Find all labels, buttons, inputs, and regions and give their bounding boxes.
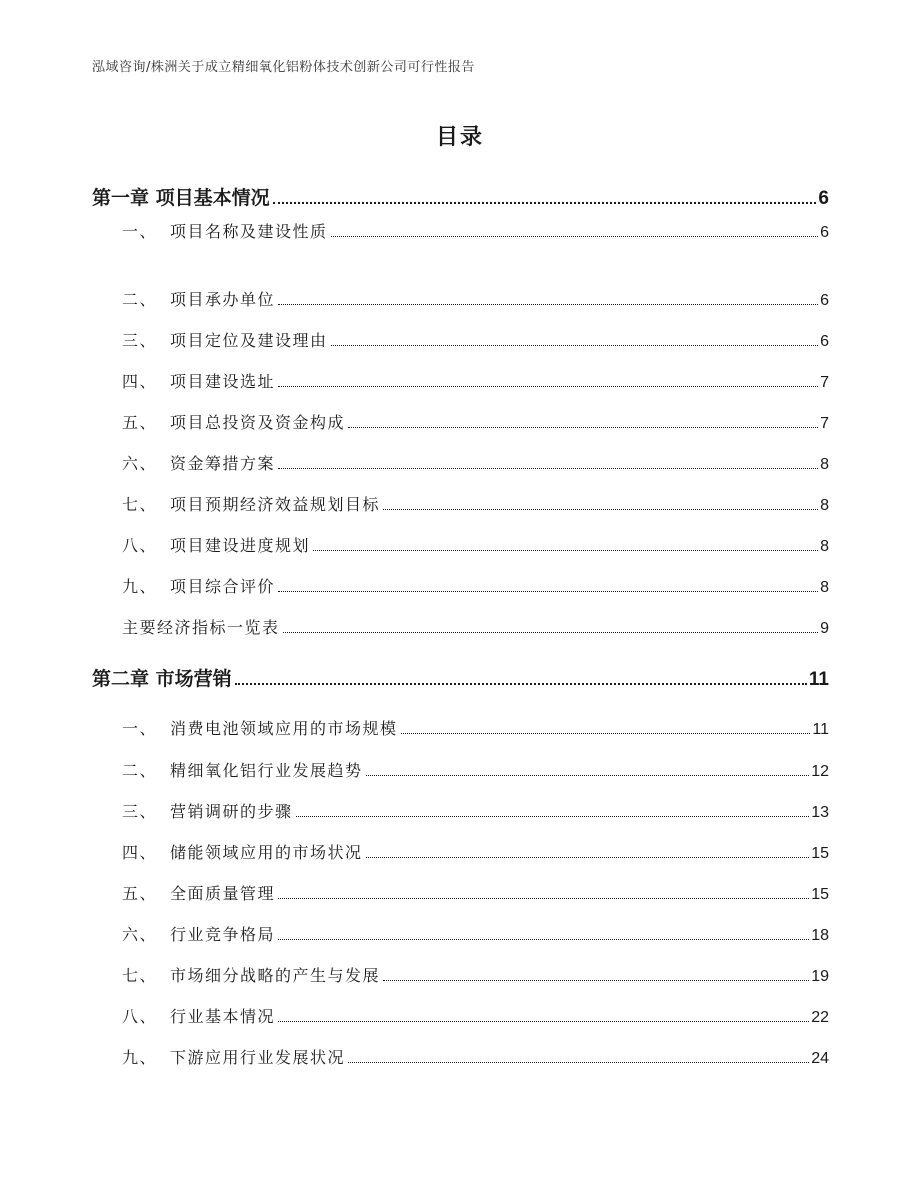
toc-entry-title: 项目总投资及资金构成: [170, 413, 346, 432]
toc-leader: [366, 857, 810, 858]
toc-page-number: 8: [820, 456, 829, 473]
toc-entry-title: 市场细分战略的产生与发展: [170, 966, 381, 985]
toc-entry[interactable]: [92, 881, 829, 904]
toc-entry-number: 八、: [122, 1007, 158, 1026]
toc-leader: [273, 202, 817, 204]
toc-entry-number: 九、: [122, 577, 158, 596]
toc-entry-number: 八、: [122, 536, 158, 555]
toc-entry[interactable]: [92, 799, 829, 822]
toc-entry-number: 六、: [122, 925, 158, 944]
toc-entry-title: 项目建设进度规划: [170, 536, 311, 555]
toc-entry-title: 储能领域应用的市场状况: [170, 843, 363, 862]
toc-leader: [278, 304, 818, 305]
toc-entry-title: 下游应用行业发展状况: [170, 1048, 346, 1067]
toc-entry-number: 九、: [122, 1048, 158, 1067]
toc-page-number: 6: [818, 188, 829, 209]
toc-entry-number: 七、: [122, 966, 158, 985]
toc-leader: [313, 550, 818, 551]
toc-entry[interactable]: [92, 615, 829, 638]
page-header: 泓域咨询/株洲关于成立精细氧化铝粉体技术创新公司可行性报告: [92, 60, 475, 75]
toc-leader: [296, 816, 810, 817]
toc-leader: [235, 683, 807, 685]
toc-entry-title: 项目定位及建设理由: [170, 331, 328, 350]
toc-entry[interactable]: [92, 287, 829, 310]
toc-page-number: 11: [812, 721, 829, 738]
toc-leader: [331, 236, 819, 237]
toc-entry-number: 一、: [122, 719, 158, 738]
toc-entry-title: 精细氧化铝行业发展趋势: [170, 761, 363, 780]
toc-entry[interactable]: [92, 410, 829, 433]
toc-leader: [278, 939, 809, 940]
toc-entry-number: 三、: [122, 331, 158, 350]
toc-leader: [278, 591, 818, 592]
toc-leader: [383, 980, 809, 981]
toc-entry-number: 五、: [122, 884, 158, 903]
toc-chapter-2[interactable]: [92, 664, 829, 691]
toc-page-number: 15: [811, 845, 829, 862]
document-title: 目录: [435, 125, 484, 150]
toc-page-number: 7: [820, 374, 829, 391]
toc-entry-number: 二、: [122, 761, 158, 780]
toc-page-number: 19: [811, 968, 829, 985]
toc-entry-title: 全面质量管理: [170, 884, 276, 903]
toc-entry-number: 七、: [122, 495, 158, 514]
toc-page-number: 8: [820, 497, 829, 514]
toc-page-number: 6: [820, 224, 829, 241]
toc-entry-title: 项目建设选址: [170, 372, 276, 391]
toc-entry[interactable]: [92, 219, 829, 242]
toc-entry[interactable]: [92, 758, 829, 781]
toc-chapter-title: 第一章 项目基本情况: [92, 187, 270, 209]
toc-leader: [401, 733, 811, 734]
toc-leader: [366, 775, 810, 776]
toc-leader: [278, 468, 818, 469]
toc-leader: [383, 509, 818, 510]
toc-page-number: 8: [820, 538, 829, 555]
toc-page-number: 9: [820, 620, 829, 637]
toc-entry-title: 资金筹措方案: [170, 454, 276, 473]
toc-page-number: 8: [820, 579, 829, 596]
toc-entry[interactable]: [92, 533, 829, 556]
toc-entry-number: 六、: [122, 454, 158, 473]
toc-entry[interactable]: [92, 574, 829, 597]
toc-page-number: 11: [808, 669, 829, 690]
toc-entry[interactable]: [92, 840, 829, 863]
toc-entry-number: 五、: [122, 413, 158, 432]
toc-entry-title: 项目综合评价: [170, 577, 276, 596]
toc-entry-title: 消费电池领域应用的市场规模: [170, 719, 398, 738]
toc-page-number: 15: [811, 886, 829, 903]
toc-entry[interactable]: [92, 369, 829, 392]
toc-page-number: 6: [820, 333, 829, 350]
toc-entry[interactable]: [92, 328, 829, 351]
toc-entry-title: 项目预期经济效益规划目标: [170, 495, 381, 514]
toc-page-number: 12: [811, 763, 829, 780]
toc-entry-number: 三、: [122, 802, 158, 821]
toc-entry[interactable]: [92, 963, 829, 986]
toc-page-number: 13: [811, 804, 829, 821]
toc-entry-number: 四、: [122, 843, 158, 862]
toc-entry-title: 行业竞争格局: [170, 925, 276, 944]
toc-entry[interactable]: [92, 451, 829, 474]
toc-entry-title: 项目名称及建设性质: [170, 222, 328, 241]
toc-page-number: 18: [811, 927, 829, 944]
toc-entry-title: 行业基本情况: [170, 1007, 276, 1026]
toc-chapter-1[interactable]: [92, 183, 829, 210]
toc-leader: [278, 898, 809, 899]
toc-entry-title: 项目承办单位: [170, 290, 276, 309]
toc-entry[interactable]: [92, 1045, 829, 1068]
toc-entry-number: 四、: [122, 372, 158, 391]
toc-entry-number: 二、: [122, 290, 158, 309]
toc-entry-title: 营销调研的步骤: [170, 802, 293, 821]
toc-leader: [331, 345, 819, 346]
toc-page-number: 6: [820, 292, 829, 309]
toc-chapter-title: 第二章 市场营销: [92, 668, 232, 690]
toc-entry-number: 一、: [122, 222, 158, 241]
toc-page-number: 22: [811, 1009, 829, 1026]
toc-leader: [283, 632, 819, 633]
toc-entry[interactable]: [92, 1004, 829, 1027]
toc-leader: [348, 427, 818, 428]
toc-entry[interactable]: [92, 716, 829, 739]
toc-leader: [278, 386, 818, 387]
toc-leader: [278, 1021, 809, 1022]
toc-leader: [348, 1062, 809, 1063]
toc-entry[interactable]: [92, 922, 829, 945]
toc-entry-title: 主要经济指标一览表: [122, 618, 280, 637]
toc-page-number: 7: [820, 415, 829, 432]
toc-entry[interactable]: [92, 492, 829, 515]
toc-page-number: 24: [811, 1050, 829, 1067]
